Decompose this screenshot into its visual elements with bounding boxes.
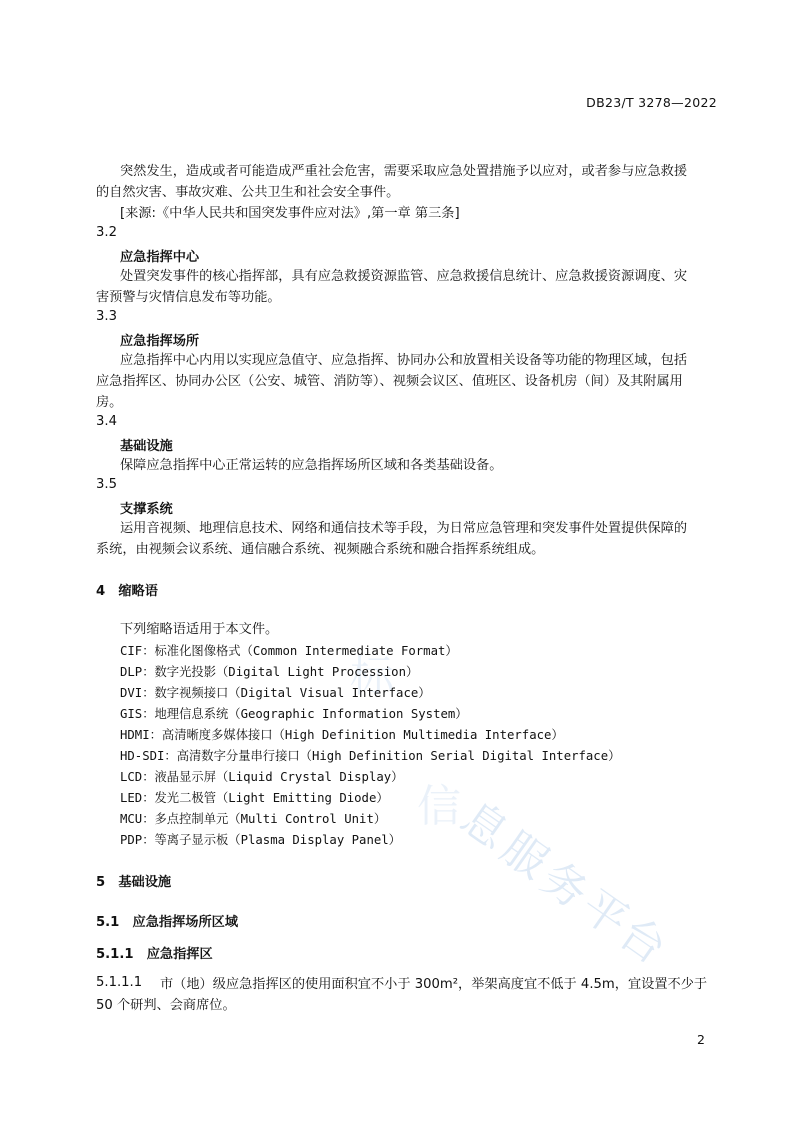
abbreviation-item: DVI：数字视频接口（Digital Visual Interface） [120,686,431,700]
definition-line: 处置突发事件的核心指挥部，具有应急救援资源监管、应急救援信息统计、应急救援资源调度、灾 [120,269,688,284]
definition-line: 保障应急指挥中心正常运转的应急指挥场所区域和各类基础设备。 [120,458,503,473]
paragraph-line: 突然发生，造成或者可能造成严重社会危害，需要采取应急处置措施予以应对，或者参与应急救援 [120,164,688,179]
term-number: 3.5 [96,477,117,492]
term-title: 支撑系统 [120,502,173,517]
abbreviation-item: LED：发光二极管（Light Emitting Diode） [120,791,389,805]
watermark-char: 标 [350,651,394,702]
definition-line: 系统，由视频会议系统、通信融合系统、视频融合系统和融合指挥系统组成。 [96,542,545,557]
watermark-char: 息 [451,792,518,860]
doc-code: DB23/T 3278—2022 [586,95,717,110]
clause-number: 5.1.1.1 [96,975,143,990]
source-note: [来源:《中华人民共和国突发事件应对法》,第一章 第三条] [120,206,460,221]
paragraph-line: 的自然灾害、事故灾难、公共卫生和社会安全事件。 [96,185,400,200]
abbreviation-item: DLP：数字光投影（Digital Light Procession） [120,665,419,679]
definition-line: 房。 [96,395,123,410]
watermark-char: 台 [609,907,676,975]
definition-line: 应急指挥中心内用以实现应急值守、应急指挥、协同办公和放置相关设备等功能的物理区域，包括 [120,353,688,368]
watermark-char: 平 [571,880,638,948]
abbreviation-item: PDP：等离子显示板（Plasma Display Panel） [120,833,401,847]
abbreviation-item: CIF：标准化图像格式（Common Intermediate Format） [120,644,458,658]
page-number: 2 [697,1032,705,1047]
section-heading: 5 基础设施 [96,875,172,890]
abbreviation-item: HDMI：高清晰度多媒体接口（High Definition Multimedia Interface） [120,728,564,742]
abbreviation-item: HD-SDI：高清数字分量串行接口（High Definition Serial Digital Interface） [120,749,621,763]
watermark-char: 服 [491,822,558,890]
abbreviation-item: MCU：多点控制单元（Multi Control Unit） [120,812,387,826]
term-number: 3.4 [96,414,117,429]
clause-line: 市（地）级应急指挥区的使用面积宜不小于 300m²，举架高度宜不低于 4.5m，宜设置不少于 [160,977,708,992]
definition-line: 害预警与灾情信息发布等功能。 [96,290,281,305]
subsection-heading: 5.1 应急指挥场所区域 [96,915,239,930]
subsection-heading: 5.1.1 应急指挥区 [96,947,213,962]
section-heading: 4 缩略语 [96,584,158,599]
watermark-char: 信 [417,781,461,832]
abbreviation-item: GIS：地理信息系统（Geographic Information System） [120,707,468,721]
term-title: 应急指挥场所 [120,334,200,349]
term-title: 基础设施 [120,439,173,454]
term-title: 应急指挥中心 [120,250,200,265]
term-number: 3.2 [96,225,117,240]
clause-line: 50 个研判、会商席位。 [96,998,236,1013]
abbreviation-item: LCD：液晶显示屏（Liquid Crystal Display） [120,770,404,784]
definition-line: 应急指挥区、协同办公区（公安、城管、消防等）、视频会议区、值班区、设备机房（间）及其附属用 [96,374,683,389]
watermark-char: 务 [531,852,598,920]
section-intro: 下列缩略语适用于本文件。 [120,622,279,637]
definition-line: 运用音视频、地理信息技术、网络和通信技术等手段，为日常应急管理和突发事件处置提供保障的 [120,521,688,536]
term-number: 3.3 [96,309,117,324]
